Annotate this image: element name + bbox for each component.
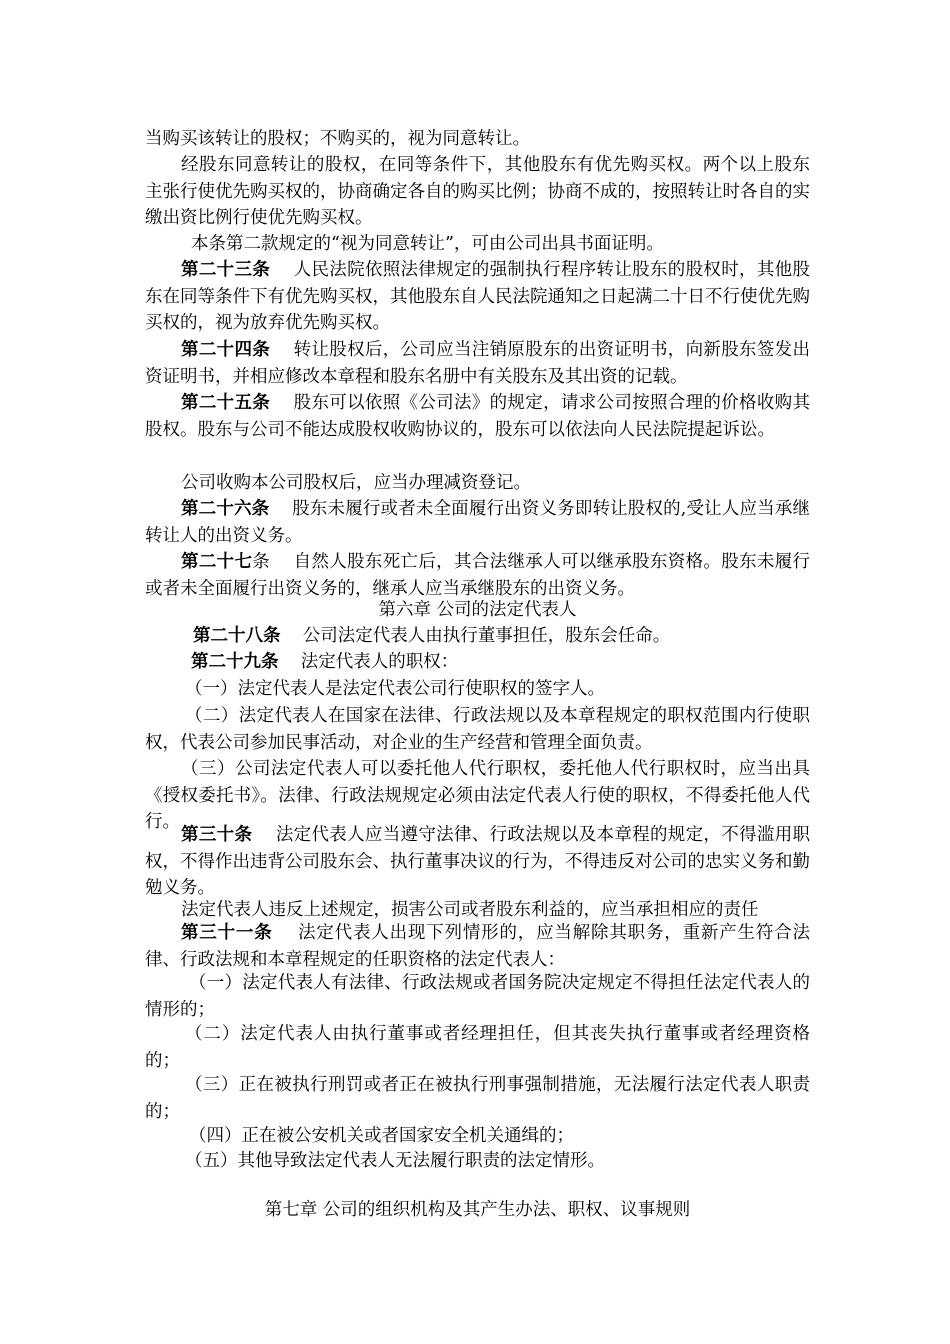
chapter-6-heading: 第六章 公司的法定代表人	[378, 600, 577, 620]
list-item: （一）法定代表人是法定代表公司行使职权的签字人。	[185, 679, 605, 699]
article-23: 第二十三条 人民法院依照法律规定的强制执行程序转让股东的股权时，其他股东在同等条件下有优先购买权，其他股东自人民法院通知之日起满二十日不行使优先购买权的，视为放弃优先购买权。	[145, 260, 811, 333]
paragraph: 经股东同意转让的股权，在同等条件下，其他股东有优先购买权。两个以上股东主张行使优先购买权的，协商确定各自的购买比例；协商不成的，按照转让时各自的实缴出资比例行使优先购买权。	[145, 155, 810, 228]
article-label: 第二十七	[181, 552, 253, 572]
article-label: 第二十八条	[193, 626, 281, 646]
list-item: （五）其他导致法定代表人无法履行职责的法定情形。	[185, 1151, 605, 1171]
list-item: （四）正在被公安机关或者国家安全机关通缉的；	[189, 1126, 574, 1146]
list-item: （一）法定代表人有法律、行政法规或者国务院决定规定不得担任法定代表人的情形的；	[145, 973, 810, 1020]
list-item: （二）法定代表人在国家在法律、行政法规以及本章程规定的职权范围内行使职权，代表公司参加民事活动，对企业的生产经营和管理全面负责。	[145, 706, 810, 753]
list-item: （三）正在被执行刑罚或者正在被执行刑事强制措施，无法履行法定代表人职责的；	[145, 1075, 810, 1122]
paragraph: 当购买该转让的股权；不购买的，视为同意转让。	[145, 129, 530, 149]
paragraph: 法定代表人违反上述规定，损害公司或者股东利益的，应当承担相应的责任	[181, 900, 759, 920]
article-label: 第二十五条	[181, 393, 271, 413]
article-30: 第三十条 法定代表人应当遵守法律、行政法规以及本章程的规定，不得滥用职权，不得作出违背公司股东会、执行董事决议的行为，不得违反对公司的忠实义务和勤勉义务。	[145, 825, 811, 898]
article-29: 第二十九条 法定代表人的职权：	[191, 652, 459, 672]
article-26: 第二十六条 股东未履行或者未全面履行出资义务即转让股权的,受让人应当承继转让人的出资义务。	[145, 499, 810, 546]
paragraph: 公司收购本公司股权后，应当办理减资登记。	[181, 473, 531, 493]
article-25: 第二十五条 股东可以依照《公司法》的规定，请求公司按照合理的价格收购其股权。股东与公司不能达成股权收购协议的，股东可以依法向人民法院提起诉讼。	[145, 393, 811, 440]
chapter-7-heading: 第七章 公司的组织机构及其产生办法、职权、议事规则	[264, 1200, 691, 1220]
article-27: 第二十七条 自然人股东死亡后，其合法继承人可以继承股东资格。股东未履行或者未全面履行出资义务的，继承人应当承继股东的出资义务。	[145, 552, 811, 599]
article-28: 第二十八条 公司法定代表人由执行董事担任，股东会任命。	[193, 626, 671, 646]
article-24: 第二十四条 转让股权后，公司应当注销原股东的出资证明书，向新股东签发出资证明书，并相应修改本章程和股东名册中有关股东及其出资的记载。	[145, 340, 811, 387]
article-label: 第三十一条	[181, 923, 273, 943]
list-item: （二）法定代表人由执行董事或者经理担任，但其丧失执行董事或者经理资格的；	[145, 1024, 810, 1071]
article-31: 第三十一条 法定代表人出现下列情形的，应当解除其职务，重新产生符合法律、行政法规和本章程规定的任职资格的法定代表人：	[145, 923, 810, 970]
article-label: 第二十三条	[181, 260, 271, 280]
article-label: 第二十九条	[191, 652, 279, 672]
list-item: （三）公司法定代表人可以委托他人代行职权，委托他人代行职权时，应当出具《授权委托书》。法律、行政法规规定必须由法定代表人行使的职权，不得委托他人代行。	[145, 759, 810, 832]
paragraph: 本条第二款规定的“视为同意转让”，可由公司出具书面证明。	[191, 234, 664, 254]
article-label: 第二十六条	[181, 499, 270, 519]
article-label: 第二十四条	[181, 340, 271, 360]
article-label: 第三十条	[181, 825, 253, 845]
